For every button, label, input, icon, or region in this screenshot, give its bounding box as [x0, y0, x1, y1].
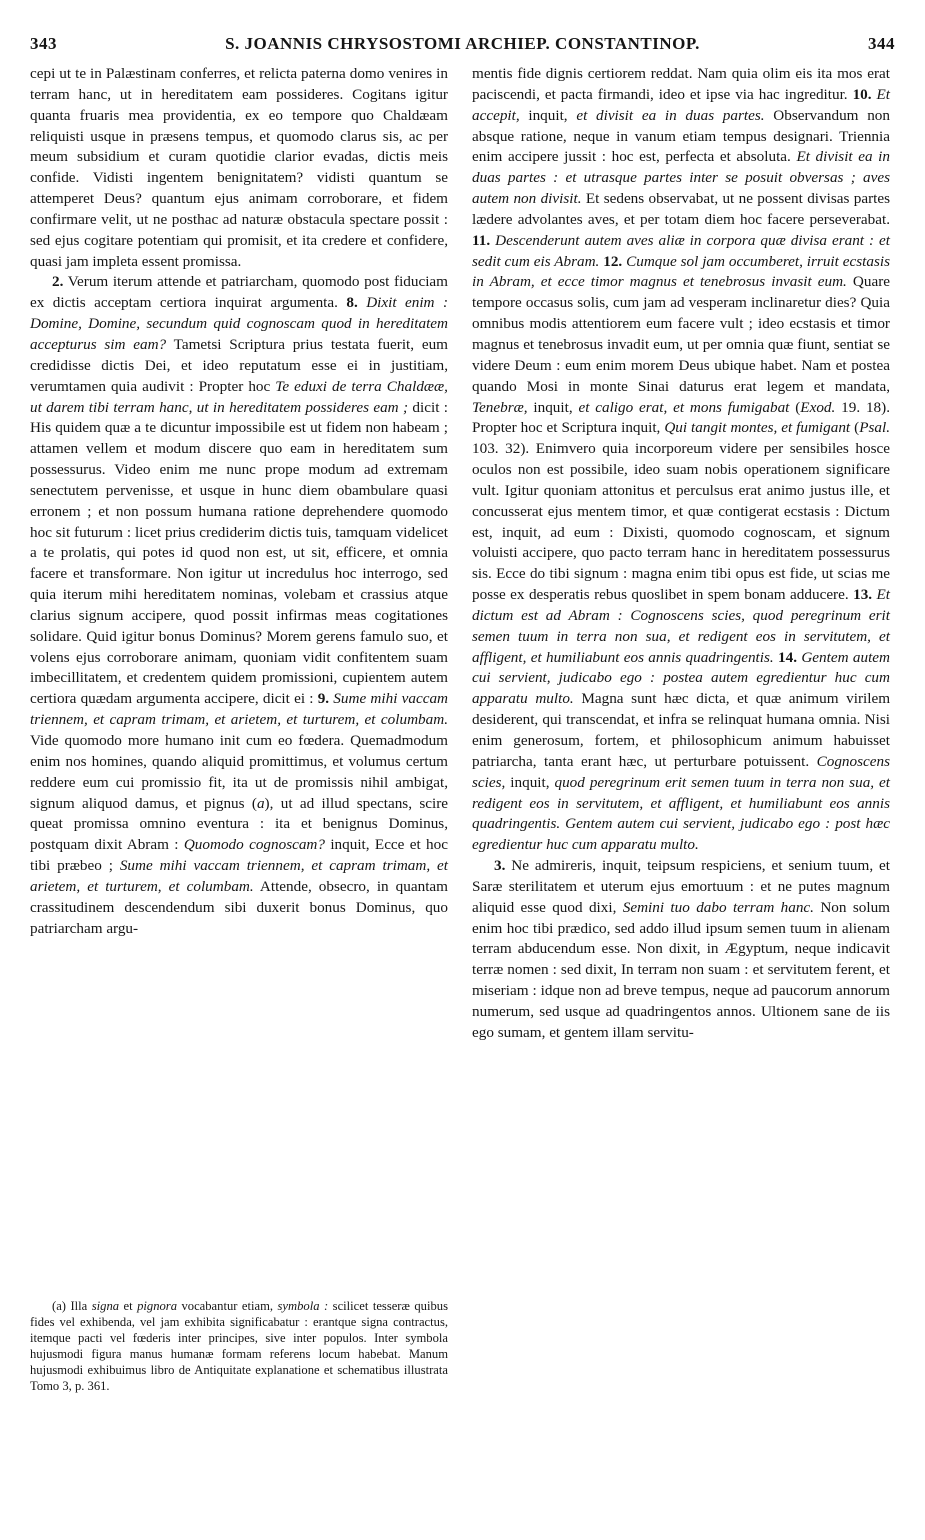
section-number: 3. — [494, 857, 506, 875]
running-head — [30, 34, 895, 56]
scripture-quote: Cumque sol jam occumberet, irruit ecstasis in Abram, et ecce timor magnus et tenebrosus invasit eum. — [472, 252, 890, 291]
right-column — [472, 64, 890, 1044]
scripture-quote: Gentem autem cui servient, judicabo ego : postea autem egredientur huc cum apparatu multo. — [472, 648, 890, 708]
text-run: et — [119, 1299, 138, 1313]
text-run: ( — [789, 398, 801, 416]
verse-number: 11. — [472, 231, 491, 249]
footnote-reference[interactable]: a — [256, 794, 265, 812]
text-run: Tametsi Scriptura prius testata fuerit, eum credidisse dictis Dei, et ideo reputatum esse ei in justitiam, verumtamen quia audivit : Propter hoc — [30, 335, 448, 395]
italic-term: pignora — [137, 1299, 177, 1313]
text-run: Attende, obsecro, in quantam crassitudinem descendendum sibi duxerit bonus Dominus, quo patriarcham argu- — [30, 877, 448, 937]
scripture-quote: Qui tangit montes, et fumigant — [664, 419, 851, 437]
verse-number: 8. — [346, 294, 358, 312]
scripture-quote: Quomodo cognoscam? — [183, 836, 325, 854]
footnote — [30, 1298, 448, 1394]
verse-number: 9. — [317, 690, 330, 708]
running-title: S. JOANNIS CHRYSOSTOMI ARCHIEP. CONSTANTINOP. — [225, 34, 700, 53]
scripture-quote: Semini tuo dabo terram hanc. — [622, 898, 814, 916]
text-run: Observandum non absque ratione, neque in vanum etiam tempus designari. Triennia enim accipere jussit : hoc est, perfecta et absoluta. — [472, 106, 890, 166]
citation-book: Exod. — [800, 398, 836, 416]
text-run: Verum iterum attende et patriarcham, quomodo post fiduciam ex dictis acceptam certiora inquirat argumenta. — [30, 273, 448, 312]
text-run: Non solum enim hoc tibi prædico, sed addo illud ipsum semen tuum in alienam terram abducendum esse. Non dixit, in Ægyptum, neque indicavit terræ nomen : sed dixit, In terram non suam : et servitutem ferent, et miseriam : idque non ad breve tempus, neque ad paucorum annorum numerum, sed usque ad quadringentos annos. Ultionem sane de iis ego sumam, et gentem illam servitu- — [472, 898, 890, 1041]
text-run: Illa — [65, 1299, 92, 1313]
scripture-quote: Et dictum est ad Abram : Cognoscens scies, quod peregrinum erit semen tuum in terra non sua, et redigent eos in servitutem, et affligent, et humiliabunt eos annis quadringentis. — [472, 586, 891, 666]
text-run: Magna sunt hæc dicta, et quæ animum virilem desiderent, qui transcendat, et infra se relinquat humana omnia. Nisi enim generosum, fortem, et philosophicum animum habuisset patriarcha, tanta erant hæc, ut perturbare potuissent. — [472, 690, 891, 770]
scripture-quote: quod peregrinum erit semen tuum in terra non sua, et redigent eos in servitutem, et affligent, et humiliabunt eos annis quadringentis. Gentem autem cui servient, judicabo ego : post hæc egredientur huc cum apparatu multo. — [472, 773, 890, 854]
page-number-left: 343 — [30, 34, 57, 53]
text-run: Vide quomodo more humano init cum eo fœdera. Quemadmodum enim nos homines, quando aliquid promittimus, et volumus certum reddere eum cui promissio fit, ita ut de promissis nihil ambigat, signum aliquod damus, et pignus ( — [30, 732, 448, 812]
text-run: Quare tempore occasus solis, cum jam ad vesperam inclinaretur dies? Quia omnibus modis attentiorem eum facere vult ; ideo ecstasis et timor magnus et tenebrosus invadit eum, ut per omnia quæ fiunt, sentiat se videre Deum : eum enim morem Deus ubique habet. Nam et postea quando Mosi in monte Sinai daturus erat legem et mandata, — [472, 273, 890, 395]
paragraph-2 — [30, 272, 448, 939]
scripture-quote: et caligo erat, et mons fumigabat — [578, 398, 790, 416]
scripture-quote: Descenderunt autem aves aliæ in corpora quæ divisa erant : et sedit cum eis Abram. — [472, 231, 890, 270]
citation-book: Psal. — [859, 419, 891, 437]
text-run: dicit : His quidem quæ a te dicuntur impossibile est ut fidem non habeam ; attamen vellem et modum discere quo eam in hereditatem sum possessurus. Video enim me nunc prope modum ad extremam senectutem pervenisse, et usque in hunc diem obambulare quasi erronem ; et non possum humana ratione deprehendere quomodo hoc sit futurum : licet prius crediderim dictis tuis, tamquam videlicet a te prolatis, qui potes id quod non est, ut sit, efficere, et omnia facere et transformare. Non igitur ut incredulus hoc interrogo, sed quia iterum mihi hereditatem nominas, volebam et crassius atque clarius signum accipere, quod possit infirmas meas cogitationes solidare. Quid igitur bonus Dominus? Morem gerens famulo suo, et volens ejus corroborare animam, quoniam vidit confitentem suam imbecillitatem, et credentem quidem promissioni, cupientem autem certiora quædam argumenta accipere, dicit ei : — [30, 398, 448, 708]
paragraph-continued: cepi ut te in Palæstinam conferres, et relicta paterna domo venires in terram hanc, ut in hereditatem eam possideres. Cogitans igitur quanta fruaris mea providentia, ex eo tempore quo Chaldæam reliquisti usque in præsens tempus, et quomodo clarus sis, ac per meum subsidium et curam quotidie clarior evadas, dictis meis confide. Vidisti ingentem benignitatem? vidisti quantum se attemperet Deus? quantum ejus animam corroborare, et fidem confirmare velit, ut ne posthac ad naturæ obstacula spectare possit : sed ejus cogitare potentiam qui promisit, et ita credere et confidere, quasi jam impleta essent promissa. — [30, 65, 448, 270]
paragraph-3 — [472, 856, 890, 1044]
italic-term: signa — [91, 1299, 120, 1313]
text-run: inquit, — [505, 773, 555, 791]
scripture-quote: Et divisit ea in duas partes : et utrasque partes inter se posuit obversas ; aves autem non divisit. — [472, 148, 890, 208]
text-run: vocabantur etiam, — [177, 1299, 278, 1313]
text-run: Et sedens observabat, ut ne possent divisas partes lædere advolantes aves, et per totam diem hoc facere perseverabat. — [472, 190, 890, 228]
text-run: inquit, Ecce et hoc tibi præbeo ; — [30, 836, 448, 875]
text-run: mentis fide dignis certiorem reddat. Nam quia olim eis ita mos erat paciscendi, et pacta firmandi, ideo et ipse via hac ingreditur. — [472, 65, 890, 103]
scripture-quote: Et accepit, — [472, 85, 890, 124]
verse-number: 13. — [853, 586, 873, 604]
text-run: scilicet tesseræ quibus fides vel exhibenda, vel jam exhibita significabatur : erantque signa contractus, itemque pacti vel fœderis inter principes, sive inter populos. Inter symbola hujusmodi figura manus humanæ formam referens locum habebat. Manum hujusmodi exhibuimus libro de Antiquitate explanatione et schematibus illustrata Tomo 3, p. 361. — [30, 1299, 448, 1393]
text-run: inquit, — [527, 398, 579, 416]
text-run: ( — [850, 419, 860, 437]
text-run: inquit, — [519, 106, 577, 124]
scripture-quote: Cognoscens scies, — [472, 752, 890, 791]
verse-number: 14. — [778, 648, 798, 666]
italic-term: symbola : — [277, 1299, 329, 1313]
footnote-a — [30, 1298, 448, 1394]
section-number: 2. — [52, 273, 64, 291]
scripture-quote: Tenebræ, — [472, 398, 528, 416]
left-column — [30, 64, 448, 939]
scripture-quote: Te eduxi de terra Chaldææ, ut darem tibi terram hanc, ut in hereditatem possideres eam ; — [30, 377, 448, 416]
text-run: 19. 18). Propter hoc et Scriptura inquit, — [472, 398, 890, 437]
verse-number: 12. — [603, 252, 623, 270]
text-run: Ne admireris, inquit, teipsum respiciens, et senium tuum, et Saræ sterilitatem et uterum ejus emortuum : et ne putes magnum aliquid esse quod dixi, — [472, 857, 890, 916]
page-number-right: 344 — [868, 34, 895, 53]
footnote-mark: (a) — [52, 1299, 66, 1313]
verse-number: 10. — [852, 85, 872, 103]
text-run: 103. 32). Enimvero quia incorporeum videre per sensibiles hosce oculos non est possibile, ideo suam nobis operationem significare vult. Igitur quoniam attonitus et perculsus erat animo justus ille, et concusserat ejus mentem timor, et quæ contigerat ecstasis : Dictum est, inquit, ad eum : Dixisti, quomodo cognoscam, et signum voluisti accipere, quo pacto terram hanc in hereditatem possessurus sis. Ecce do tibi signum : magna enim tibi opus est fide, ut scias me posse ex desperatis rebus quoslibet in spem bonam adducere. — [472, 440, 890, 604]
text-run: ), ut ad illud spectans, scire queat promissa omnino eventura : ita et benignus Dominus, postquam dixit Abram : — [30, 794, 448, 854]
scripture-quote: Sume mihi vaccam triennem, et capram trimam, et arietem, et turturem, et columbam. — [30, 857, 448, 895]
scripture-quote: Dixit enim : Domine, Domine, secundum quid cognoscam quod in hereditatem accepturus sim eam? — [30, 294, 448, 353]
scripture-quote: Sume mihi vaccam triennem, et capram trimam, et arietem, et turturem, et columbam. — [30, 690, 449, 729]
scripture-quote: et divisit ea in duas partes. — [576, 106, 765, 124]
paragraph-continued — [472, 64, 890, 856]
